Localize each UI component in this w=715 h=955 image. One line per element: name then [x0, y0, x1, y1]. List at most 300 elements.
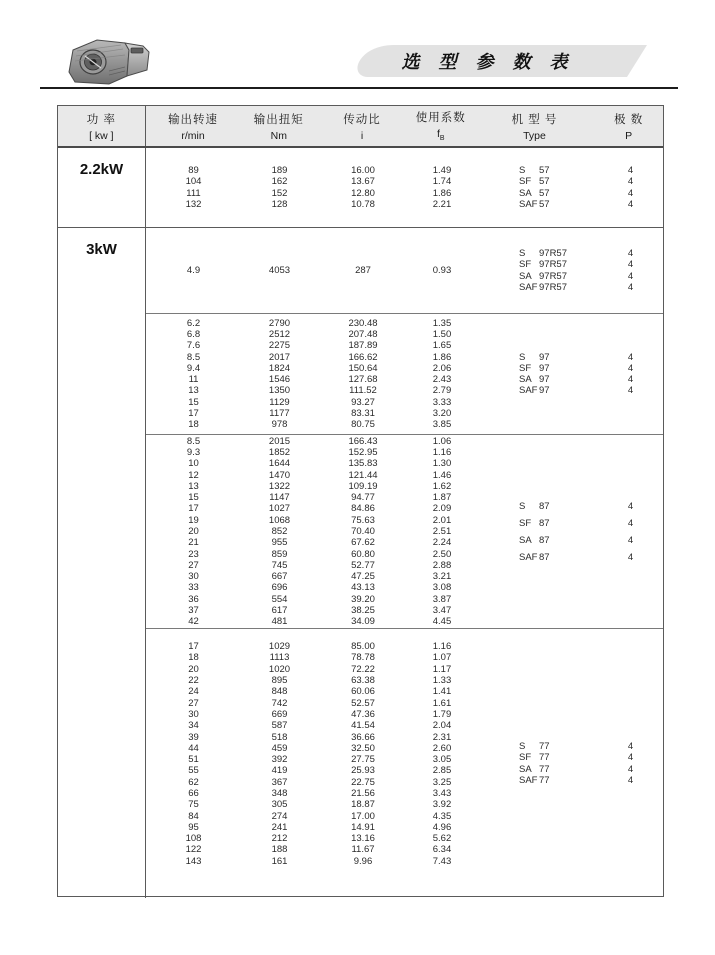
type-code: 87	[539, 534, 550, 546]
ratio-cell: 135.83	[348, 458, 378, 470]
speed-cell: 55	[188, 765, 199, 777]
type-row	[476, 385, 665, 396]
ratio-cell: 166.62	[348, 351, 378, 363]
ratio-cell: 12.80	[351, 187, 375, 199]
table-row	[146, 856, 476, 867]
torque-cell: 895	[271, 675, 288, 687]
torque-cell: 1322	[268, 480, 291, 492]
type-row	[476, 248, 665, 259]
ratio-cell: 75.63	[351, 514, 375, 526]
service-factor-cell: 1.16	[432, 446, 452, 458]
type-code: 77	[539, 774, 550, 786]
poles-cell: 4	[627, 374, 634, 386]
type-block	[476, 629, 665, 898]
service-factor-cell: 2.31	[432, 731, 452, 743]
table-row	[146, 664, 476, 675]
poles-cell: 4	[627, 752, 634, 764]
ratio-cell: 41.54	[351, 720, 375, 732]
service-factor-cell: 4.96	[432, 821, 452, 833]
table-row	[146, 340, 476, 351]
speed-cell: 6.8	[186, 328, 201, 340]
type-prefix: SF	[519, 362, 532, 374]
service-factor-cell: 1.35	[432, 317, 452, 329]
torque-cell: 696	[271, 582, 288, 594]
page-title: 选 型 参 数 表	[401, 52, 575, 72]
service-factor-cell: 2.01	[432, 514, 452, 526]
table-section	[146, 628, 663, 898]
torque-cell: 2017	[268, 351, 291, 363]
table-row	[146, 652, 476, 663]
table-row	[146, 788, 476, 799]
speed-cell: 6.2	[186, 317, 201, 329]
speed-cell: 4.9	[186, 264, 201, 276]
ratio-cell: 93.27	[351, 396, 375, 408]
speed-cell: 11	[188, 374, 199, 386]
speed-cell: 9.4	[186, 362, 201, 374]
torque-cell: 1177	[269, 408, 290, 420]
table-row	[146, 822, 476, 833]
power-group	[58, 148, 663, 227]
service-factor-cell: 3.47	[432, 605, 452, 617]
ratio-cell: 18.87	[351, 799, 375, 811]
torque-cell: 1129	[269, 396, 290, 408]
speed-cell: 15	[188, 492, 199, 504]
table-row	[146, 675, 476, 686]
table-row	[146, 408, 476, 419]
speed-cell: 27	[188, 559, 199, 571]
torque-cell: 955	[271, 537, 288, 549]
poles-cell: 4	[627, 517, 634, 529]
type-row	[476, 515, 665, 532]
speed-cell: 66	[188, 788, 199, 799]
torque-cell: 852	[271, 525, 288, 537]
service-factor-cell: 1.50	[432, 328, 452, 340]
service-factor-cell: 3.25	[432, 776, 452, 788]
type-code: 97	[539, 385, 550, 397]
speed-cell: 9.3	[186, 446, 201, 458]
ratio-cell: 63.38	[351, 675, 375, 687]
torque-cell: 1546	[268, 374, 291, 386]
type-block	[476, 148, 665, 227]
service-factor-cell: 1.74	[432, 176, 452, 188]
speed-cell: 8.5	[186, 351, 201, 363]
speed-cell: 51	[188, 754, 199, 766]
torque-cell: 1644	[268, 458, 291, 470]
power-label: 2.2kW	[58, 148, 146, 227]
poles-cell: 4	[627, 281, 634, 293]
type-prefix: S	[519, 248, 526, 260]
speed-cell: 15	[188, 396, 199, 408]
speed-cell: 34	[188, 720, 199, 732]
speed-cell: 104	[185, 176, 202, 188]
service-factor-cell: 4.35	[432, 810, 452, 822]
speed-cell: 7.6	[186, 340, 201, 352]
ratio-cell: 70.40	[351, 525, 375, 537]
ratio-cell: 52.77	[351, 559, 375, 571]
table-row	[146, 397, 476, 408]
service-factor-cell: 3.08	[432, 582, 452, 594]
sections	[146, 148, 663, 227]
ratio-cell: 52.57	[351, 697, 375, 709]
ratio-cell: 9.96	[353, 855, 373, 867]
torque-cell: 1113	[269, 652, 290, 664]
service-factor-cell: 1.17	[432, 663, 452, 675]
service-factor-cell: 7.43	[432, 855, 452, 867]
speed-cell: 42	[188, 616, 199, 628]
speed-cell: 20	[188, 663, 199, 675]
type-code: 57	[539, 165, 550, 177]
ratio-cell: 60.80	[351, 548, 375, 560]
type-prefix: SAF	[519, 281, 538, 293]
table-row	[146, 435, 476, 446]
service-factor-cell: 5.62	[432, 833, 452, 845]
ratio-cell: 39.20	[351, 593, 375, 605]
type-prefix: SAF	[519, 198, 538, 210]
type-code: 77	[539, 752, 550, 764]
table-row	[146, 582, 476, 593]
service-factor-cell: 2.43	[432, 374, 452, 386]
speed-cell: 19	[188, 514, 199, 526]
table-row	[146, 419, 476, 430]
speed-cell: 13	[188, 385, 199, 397]
torque-cell: 367	[271, 776, 288, 788]
type-code: 97	[539, 362, 550, 374]
torque-cell: 859	[271, 548, 288, 560]
speed-cell: 37	[188, 605, 199, 617]
poles-cell: 4	[627, 259, 634, 271]
table-row	[146, 165, 476, 176]
speed-cell: 17	[188, 408, 199, 420]
service-factor-cell: 2.09	[432, 503, 452, 515]
ratio-cell: 43.13	[351, 582, 375, 594]
ratio-cell: 109.19	[348, 480, 378, 492]
torque-cell: 2512	[268, 328, 291, 340]
table-row	[146, 363, 476, 374]
poles-cell: 4	[627, 534, 634, 546]
ratio-cell: 14.91	[351, 821, 375, 833]
service-factor-cell: 4.45	[432, 616, 452, 628]
table-row	[146, 469, 476, 480]
poles-cell: 4	[627, 198, 634, 210]
ratio-cell: 166.43	[348, 435, 378, 447]
type-prefix: SAF	[519, 551, 538, 563]
type-row	[476, 549, 665, 566]
torque-cell: 1027	[268, 503, 291, 515]
gearmotor-image	[63, 36, 158, 88]
type-code: 97	[539, 374, 550, 386]
table-row	[146, 686, 476, 697]
speed-cell: 30	[188, 571, 199, 583]
type-code: 87	[539, 500, 550, 512]
type-cell	[476, 518, 596, 529]
table-row	[146, 720, 476, 731]
type-cell	[476, 259, 596, 270]
speed-cell: 23	[188, 548, 199, 560]
table-row	[146, 605, 476, 616]
torque-cell: 742	[271, 697, 288, 709]
type-block	[476, 228, 665, 313]
poles-cell: 4	[627, 385, 634, 397]
type-row	[476, 271, 665, 282]
service-factor-cell: 2.21	[432, 198, 452, 210]
type-row	[476, 351, 665, 362]
ratio-cell: 230.48	[348, 317, 378, 329]
table-row	[146, 385, 476, 396]
column-header-type: 机 型 号 Type	[511, 113, 558, 142]
service-factor-cell: 1.16	[432, 641, 452, 653]
torque-cell: 978	[271, 419, 288, 431]
type-prefix: SF	[519, 259, 532, 271]
torque-cell: 667	[271, 571, 288, 583]
speed-cell: 21	[188, 537, 199, 549]
speed-cell: 75	[188, 799, 199, 811]
service-factor-cell: 1.46	[432, 469, 452, 481]
service-factor-cell: 1.79	[432, 708, 452, 720]
ratio-cell: 47.36	[351, 708, 375, 720]
type-code: 87	[539, 551, 550, 563]
torque-cell: 392	[271, 754, 288, 766]
type-cell	[476, 352, 596, 363]
service-factor-cell: 2.04	[432, 720, 452, 732]
type-code: 57	[539, 198, 550, 210]
torque-cell: 152	[271, 187, 288, 199]
type-code: 87	[539, 517, 550, 529]
column-header-torque: 输出扭矩 Nm	[253, 113, 304, 142]
torque-cell: 1020	[268, 663, 291, 675]
table-row	[146, 571, 476, 582]
ratio-cell: 10.78	[351, 198, 375, 210]
type-prefix: S	[519, 165, 526, 177]
ratio-cell: 83.31	[351, 408, 375, 420]
ratio-cell: 85.00	[351, 641, 375, 653]
table-row	[146, 799, 476, 810]
service-factor-cell: 1.49	[432, 165, 452, 177]
table-row	[146, 503, 476, 514]
torque-cell: 4053	[268, 264, 291, 276]
type-cell	[476, 385, 596, 396]
table-row	[146, 515, 476, 526]
table-row	[146, 594, 476, 605]
speed-cell: 27	[188, 697, 199, 709]
service-factor-cell: 2.06	[432, 362, 452, 374]
title-banner	[356, 44, 648, 78]
poles-cell: 4	[627, 351, 634, 363]
ratio-cell: 11.67	[351, 844, 375, 856]
ratio-cell: 16.00	[351, 165, 375, 177]
type-cell	[476, 282, 596, 293]
table-row	[146, 329, 476, 340]
type-row	[476, 165, 665, 176]
type-cell	[476, 374, 596, 385]
service-factor-cell: 1.61	[432, 697, 452, 709]
speed-cell: 89	[188, 165, 199, 177]
poles-cell: 4	[627, 763, 634, 775]
type-row	[476, 188, 665, 199]
table-row	[146, 458, 476, 469]
type-cell	[476, 752, 596, 763]
speed-cell: 12	[188, 469, 199, 481]
type-cell	[476, 271, 596, 282]
speed-cell: 132	[185, 198, 202, 210]
ratio-cell: 187.89	[348, 340, 378, 352]
torque-cell: 1824	[268, 362, 291, 374]
speed-cell: 17	[188, 641, 199, 653]
torque-cell: 459	[271, 742, 288, 754]
torque-cell: 745	[271, 559, 288, 571]
poles-cell: 4	[627, 362, 634, 374]
service-factor-cell: 3.33	[432, 396, 452, 408]
speed-cell: 22	[188, 675, 199, 687]
poles-cell: 4	[627, 774, 634, 786]
speed-cell: 13	[188, 480, 199, 492]
type-code: 97R57	[539, 259, 567, 271]
speed-cell: 30	[188, 708, 199, 720]
type-row	[476, 764, 665, 775]
table-row	[146, 754, 476, 765]
column-header-poles: 极 数 P	[614, 113, 644, 142]
sections	[146, 228, 663, 898]
ratio-cell: 27.75	[351, 754, 375, 766]
power-label: 3kW	[58, 228, 146, 898]
table-row	[146, 481, 476, 492]
speed-cell: 17	[188, 503, 199, 515]
column-header-ratio: 传动比 i	[343, 113, 381, 142]
poles-cell: 4	[627, 741, 634, 753]
type-code: 97R57	[539, 248, 567, 260]
speed-cell: 39	[188, 731, 199, 743]
data-rows	[146, 314, 476, 434]
column-header-power: 功 率 [ kw ]	[58, 106, 146, 146]
table-row	[146, 548, 476, 559]
type-block	[476, 435, 665, 628]
type-cell	[476, 535, 596, 546]
type-prefix: SAF	[519, 385, 538, 397]
torque-cell: 189	[271, 165, 288, 177]
poles-cell: 4	[627, 165, 634, 177]
torque-cell: 241	[271, 821, 288, 833]
speed-cell: 95	[188, 821, 199, 833]
ratio-cell: 17.00	[351, 810, 375, 822]
service-factor-cell: 1.30	[432, 458, 452, 470]
table-row	[146, 616, 476, 627]
table-row	[146, 641, 476, 652]
type-code: 77	[539, 763, 550, 775]
service-factor-cell: 3.20	[432, 408, 452, 420]
service-factor-cell: 2.88	[432, 559, 452, 571]
speed-cell: 18	[188, 419, 199, 431]
data-rows	[146, 228, 476, 313]
torque-cell: 587	[271, 720, 288, 732]
table-row	[146, 526, 476, 537]
type-cell	[476, 199, 596, 210]
poles-cell: 4	[627, 500, 634, 512]
torque-cell: 1470	[268, 469, 291, 481]
table-row	[146, 697, 476, 708]
torque-cell: 1147	[269, 492, 290, 504]
type-prefix: SF	[519, 176, 532, 188]
ratio-cell: 22.75	[351, 776, 375, 788]
speed-cell: 111	[186, 187, 201, 199]
table-row	[146, 765, 476, 776]
table-section	[146, 228, 663, 313]
speed-cell: 20	[188, 525, 199, 537]
type-prefix: SA	[519, 534, 532, 546]
type-code: 97R57	[539, 270, 567, 282]
type-prefix: SF	[519, 517, 532, 529]
poles-cell: 4	[627, 176, 634, 188]
type-cell	[476, 188, 596, 199]
type-cell	[476, 165, 596, 176]
ratio-cell: 13.67	[351, 176, 375, 188]
table-row	[146, 318, 476, 329]
speed-cell: 62	[188, 776, 199, 788]
service-factor-cell: 3.21	[432, 571, 452, 583]
speed-cell: 10	[188, 458, 199, 470]
type-code: 57	[539, 176, 550, 188]
table-section	[146, 313, 663, 434]
service-factor-cell: 2.24	[432, 537, 452, 549]
torque-cell: 212	[271, 833, 288, 845]
type-cell	[476, 764, 596, 775]
poles-cell: 4	[627, 187, 634, 199]
service-factor-cell: 3.05	[432, 754, 452, 766]
column-header-service-factor: 使用系数 $f_B$	[415, 112, 466, 143]
table-row	[146, 743, 476, 754]
service-factor-cell: 2.79	[432, 385, 452, 397]
speed-cell: 24	[188, 686, 199, 698]
ratio-cell: 25.93	[351, 765, 375, 777]
torque-cell: 617	[271, 605, 288, 617]
torque-cell: 518	[271, 731, 288, 743]
ratio-cell: 21.56	[351, 788, 375, 799]
speed-cell: 33	[188, 582, 199, 594]
poles-cell: 4	[627, 270, 634, 282]
ratio-cell: 121.44	[348, 469, 378, 481]
type-prefix: SA	[519, 374, 532, 386]
poles-cell: 4	[627, 551, 634, 563]
type-row	[476, 199, 665, 210]
table-section	[146, 148, 663, 227]
table-body	[58, 148, 663, 898]
torque-cell: 2275	[268, 340, 291, 352]
torque-cell: 481	[271, 616, 288, 628]
type-prefix: SA	[519, 270, 532, 282]
type-cell	[476, 363, 596, 374]
service-factor-cell: 2.60	[432, 742, 452, 754]
torque-cell: 1029	[268, 641, 291, 653]
table-row	[146, 374, 476, 385]
service-factor-cell: 1.86	[432, 187, 452, 199]
speed-cell: 44	[188, 742, 199, 754]
table-row	[146, 265, 476, 276]
torque-cell: 188	[271, 844, 288, 856]
torque-cell: 162	[271, 176, 288, 188]
service-factor-cell: 1.33	[432, 675, 452, 687]
ratio-cell: 72.22	[351, 663, 375, 675]
ratio-cell: 111.52	[349, 385, 377, 397]
data-rows	[146, 435, 476, 628]
service-factor-cell: 0.93	[432, 264, 452, 276]
type-cell	[476, 741, 596, 752]
torque-cell: 2015	[268, 435, 291, 447]
type-code: 77	[539, 741, 550, 753]
torque-cell: 1852	[268, 446, 291, 458]
speed-cell: 36	[188, 593, 199, 605]
type-prefix: S	[519, 741, 526, 753]
torque-cell: 128	[271, 198, 288, 210]
header-rule	[40, 87, 678, 89]
type-prefix: S	[519, 500, 526, 512]
